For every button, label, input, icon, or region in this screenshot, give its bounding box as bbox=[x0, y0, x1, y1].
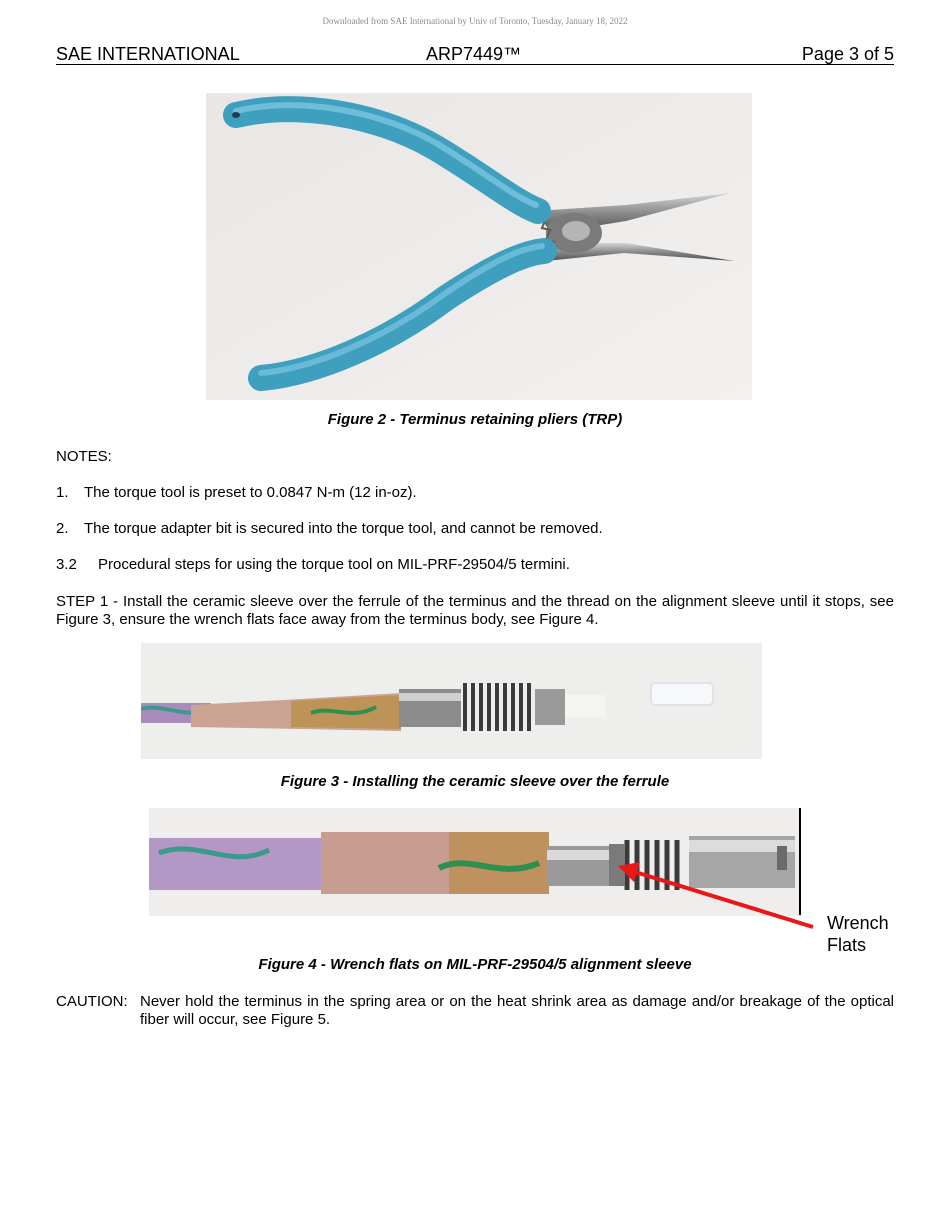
terminus-sleeve-illustration bbox=[141, 643, 762, 759]
step-1-paragraph: STEP 1 - Install the ceramic sleeve over the ferrule of the terminus and the thread on the alignment sleeve until it stops, see Figure 3, ensure the wrench flats face away from the terminus body, see Figure 4. bbox=[56, 593, 894, 628]
note-2 bbox=[56, 520, 894, 538]
note-1 bbox=[56, 484, 894, 502]
caution-label: CAUTION: bbox=[56, 993, 128, 1010]
note-2-number: 2. bbox=[56, 520, 69, 537]
header-page-number: Page 3 of 5 bbox=[801, 44, 894, 64]
figure-3-caption: Figure 3 - Installing the ceramic sleeve over the ferrule bbox=[280, 773, 670, 790]
caution-paragraph bbox=[56, 993, 894, 1033]
figure-4-caption: Figure 4 - Wrench flats on MIL-PRF-29504/5 alignment sleeve bbox=[258, 956, 692, 973]
figure-4-wrench-flats-photo bbox=[149, 808, 801, 916]
wrench-flats-callout bbox=[827, 912, 889, 956]
download-notice: Downloaded from SAE International by Univ of Toronto, Tuesday, January 18, 2022 bbox=[322, 16, 628, 26]
page-header bbox=[56, 44, 894, 65]
callout-line-1: Wrench bbox=[827, 913, 889, 933]
note-1-number: 1. bbox=[56, 484, 69, 501]
pliers-illustration bbox=[206, 93, 752, 400]
alignment-sleeve-illustration bbox=[149, 808, 801, 916]
figure-2-pliers-photo bbox=[206, 93, 752, 400]
header-organization: SAE INTERNATIONAL bbox=[56, 44, 240, 64]
note-1-text: The torque tool is preset to 0.0847 N-m (12 in-oz). bbox=[84, 484, 417, 501]
figure-2-caption: Figure 2 - Terminus retaining pliers (TRP) bbox=[327, 411, 623, 428]
note-2-text: The torque adapter bit is secured into the torque tool, and cannot be removed. bbox=[84, 520, 603, 537]
callout-line-2: Flats bbox=[827, 935, 867, 955]
notes-heading: NOTES: bbox=[56, 448, 112, 465]
figure-4-edge-line bbox=[799, 808, 801, 915]
figure-3-ferrule-photo bbox=[141, 643, 762, 759]
section-number: 3.2 bbox=[56, 556, 77, 573]
header-document-number: ARP7449™ bbox=[426, 44, 522, 64]
section-3-2 bbox=[56, 556, 894, 574]
caution-text: Never hold the terminus in the spring area or on the heat shrink area as damage and/or breakage of the optical fiber will occur, see Figure 5. bbox=[140, 993, 894, 1028]
section-title: Procedural steps for using the torque tool on MIL-PRF-29504/5 termini. bbox=[98, 556, 570, 573]
